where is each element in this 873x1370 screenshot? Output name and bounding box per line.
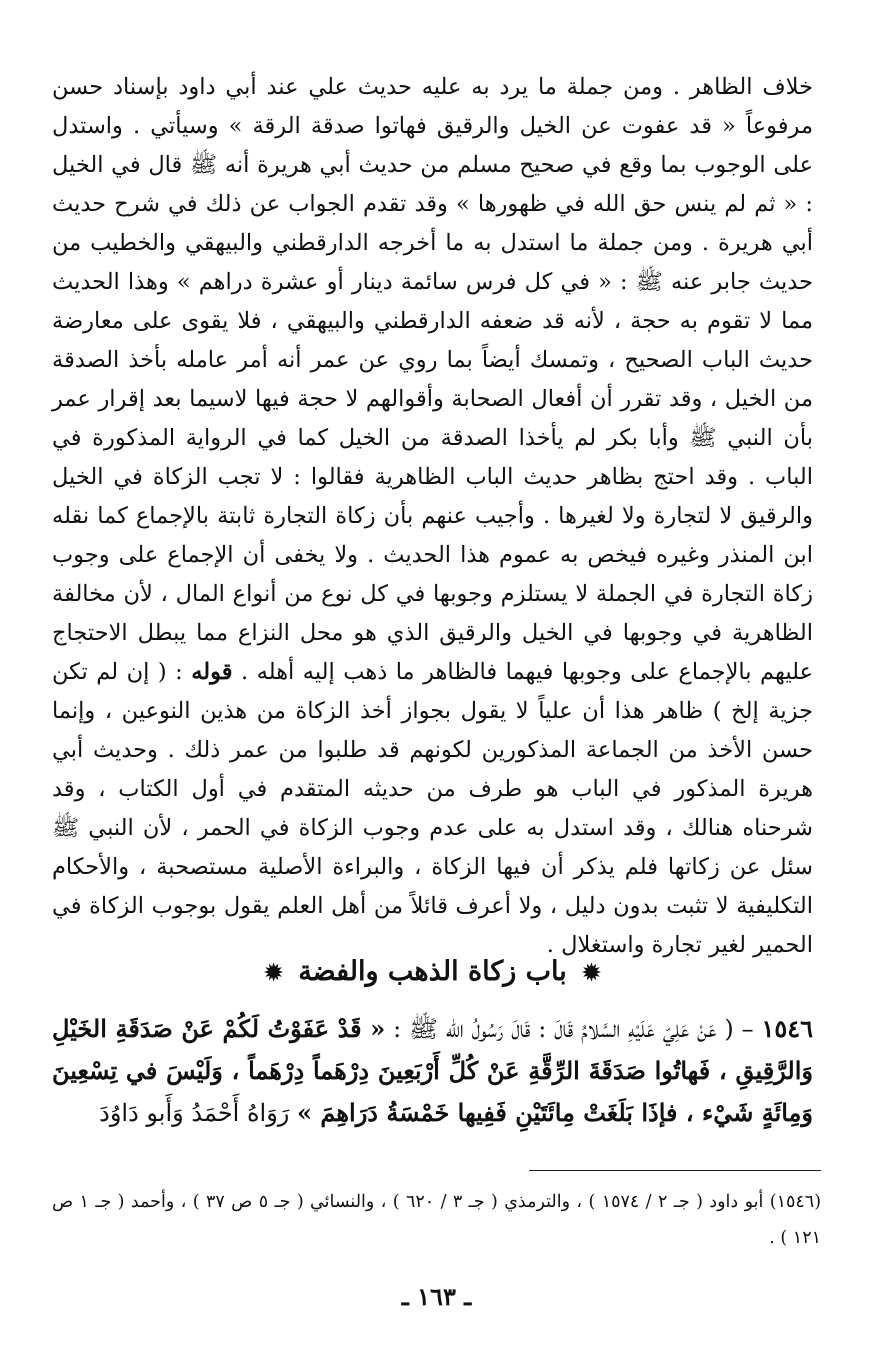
commentary-paragraph-start: خلاف الظاهر . ومن جملة ما يرد به عليه حديث علي عند أبي داود بإسناد حسن مرفوعاً « قد عفوت عن الخيل والرقيق فهاتوا صدقة الرقة » وسيأتي . واستدل على الوجوب بما وقع في صحيح مسلم من حديث أبي هريرة أنه ﷺ قال في الخيل : « ثم لم ينس حق الله في ظهورها » وقد تقدم الجواب عن ذلك في شرح حديث أبي هريرة . ومن جملة ما استدل به ما أخرجه الدارقطني والبيهقي والخطيب من حديث جابر عنه ﷺ : « في كل فرس سائمة دينار أو عشرة دراهم » وهذا الحديث مما لا تقوم به حجة ، لأنه قد ضعفه الدارقطني والبيهقي ، فلا يقوى على معارضة حديث الباب الصحيح ، وتمسك أيضاً بما روي عن عمر أنه أمر عامله بأخذ الصدقة من الخيل ، وقد تقرر أن أفعال الصحابة وأقوالهم لا حجة فيها لاسيما بعد إقرار عمر بأن النبي ﷺ وأبا بكر لم يأخذا الصدقة من الخيل كما في الرواية المذكورة في الباب . وقد احتج بظاهر حديث الباب الظاهرية فقالوا : لا تجب الزكاة في الخيل والرقيق لا لتجارة ولا لغيرها . وأجيب عنهم بأن زكاة التجارة ثابتة بالإجماع كما نقله ابن المنذر وغيره فيخص به عموم هذا الحديث . ولا يخفى أن الإجماع على وجوب زكاة التجارة في الجملة لا يستلزم وجوبها في كل نوع من أنواع المال ، لأن مخالفة الظاهرية في وجوبها في الخيل والرقيق الذي هو محل النزاع مما يبطل الاحتجاج عليهم بالإجماع على وجوبها فيهما فالظاهر ما ذهب إليه أهله . [52, 74, 814, 685]
hadith-block [52, 1008, 813, 1134]
section-heading [52, 950, 813, 995]
footnote-text: (١٥٤٦) أبو داود ( جـ ٢ / ١٥٧٤ ) ، والترمذي ( جـ ٣ / ٦٢٠ ) ، والنسائي ( جـ ٥ ص ٣٧ ) ، وأحمد ( جـ ١ ص ١٢١ ) . [52, 1192, 822, 1248]
hadith-quote: « قَدْ عَفَوْتُ لَكُمْ عَنْ صَدَقَةِ الخَيْلِ وَالرَّقِيقِ ، فَهاتُوا صَدَقَةَ الرِّقَّةِ عَنْ كُلِّ أَرْبَعِينَ دِرْهَماً دِرْهَماً ، وَلَيْسَ في تِسْعِينَ وَمِائَةٍ شَيْء ، فإذَا بَلَغَتْ مِائَتَيْنِ فَفِيها خَمْسَةُ دَرَاهِمَ » [52, 1014, 813, 1127]
commentary-text [52, 68, 813, 965]
footnote-divider [529, 1170, 821, 1171]
star-ornament-icon: ✹ [264, 960, 283, 986]
star-ornament-icon: ✹ [582, 960, 601, 986]
hadith-dash: – [741, 1015, 754, 1043]
section-title: باب زكاة الذهب والفضة [298, 956, 567, 987]
footnote [52, 1184, 821, 1256]
hadith-intro: ( عَنْ عَلِيّ عَلَيْهِ السَّلامُ قَالَ : قَالَ رَسُولُ الله ﷺ : [393, 1015, 734, 1043]
hadith-number: ١٥٤٦ [761, 1014, 813, 1043]
hadith-narrators: رَوَاهُ أَحْمَدُ وَأَبو دَاوُدَ [99, 1099, 290, 1127]
hadith-paragraph [52, 1008, 813, 1134]
commentary-paragraph-end: : ( إن لم تكن جزية إلخ ) ظاهر هذا أن علياً لا يقول بجواز أخذ الزكاة من هذين النوعين ، وإنما حسن الأخذ من الجماعة المذكورين لكونهم قد طلبوا من عمر ذلك . وحديث أبي هريرة المذكور في الباب هو طرف من حديثه المتقدم في أول الكتاب ، وقد شرحناه هنالك ، وقد استدل به على عدم وجوب الزكاة في الحمر ، لأن النبي ﷺ سئل عن زكاتها فلم يذكر أن فيها الزكاة ، والبراءة الأصلية مستصحبة ، والأحكام التكليفية لا تثبت بدون دليل ، ولا أعرف قائلاً من أهل العلم يقول بوجوب الزكاة في الحمير لغير تجارة واستغلال . [52, 659, 813, 958]
commentary-keyword: قوله [191, 659, 233, 685]
page-number: ـ ١٦٣ ـ [401, 1282, 472, 1311]
commentary-paragraph [52, 68, 813, 965]
